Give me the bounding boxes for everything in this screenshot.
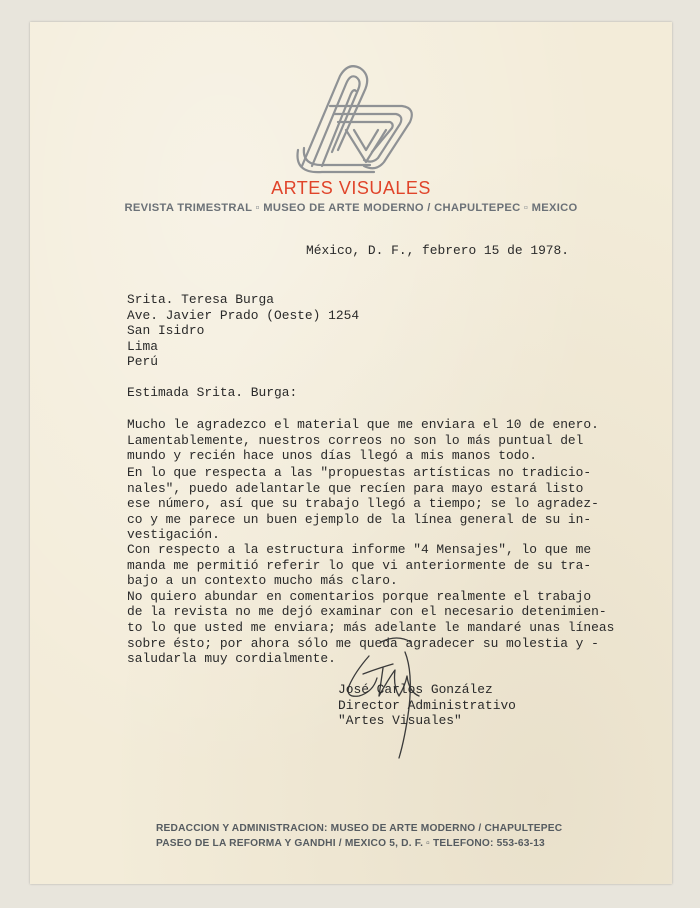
artes-visuales-logo <box>284 54 420 176</box>
footer-line: PASEO DE LA REFORMA Y GANDHI / MEXICO 5, D. F. ▫ TELEFONO: 553-63-13 <box>156 837 545 849</box>
tagline-museum: MUSEO DE ARTE MODERNO / CHAPULTEPEC <box>263 202 521 214</box>
brand-title: ARTES VISUALES <box>271 178 431 198</box>
address-line: Srita. Teresa Burga <box>127 292 274 307</box>
address-line: Ave. Javier Prado (Oeste) 1254 <box>127 307 360 323</box>
recipient-address <box>127 292 359 370</box>
salutation: Estimada Srita. Burga: <box>127 385 298 400</box>
tagline-country: MEXICO <box>531 202 578 214</box>
text-line: saludarla muy cordialmente. <box>127 651 336 667</box>
text-line: vestigación. <box>127 527 220 543</box>
signature-block <box>338 682 516 729</box>
address-line: San Isidro <box>127 323 205 339</box>
text-line: Con respecto a la estructura informe "4 Mensajes", lo que me <box>127 542 592 557</box>
text-line: Mucho le agradezco el material que me enviara el 10 de enero. <box>127 417 599 432</box>
text-line: manda me permitió referir lo que vi anteriormente de su tra- <box>127 557 592 573</box>
text-line: mundo y recién hace unos días llegó a mis manos todo. <box>127 448 537 464</box>
tagline-publication: REVISTA TRIMESTRAL <box>124 202 253 214</box>
tagline-separator: ▫ <box>255 202 260 214</box>
signer-title: Director Administrativo <box>338 697 516 713</box>
text-line: Lamentablemente, nuestros correos no son lo más puntual del <box>127 432 584 448</box>
text-line: de la revista no me dejó examinar con el necesario detenimien- <box>127 604 607 620</box>
paragraph-2 <box>127 465 599 543</box>
text-line: nales", puedo adelantarle que recíen para mayo estará listo <box>127 480 584 496</box>
text-line: ese número, así que su trabajo llegó a tiempo; se lo agradez- <box>127 496 599 512</box>
letterhead-footer <box>156 822 562 851</box>
text-line: sobre ésto; por ahora sólo me queda agradecer su molestia y - <box>127 635 599 651</box>
letterhead-tagline <box>30 202 672 214</box>
paragraph-1 <box>127 417 599 464</box>
letter-sheet <box>30 22 672 884</box>
letter-date: México, D. F., febrero 15 de 1978. <box>306 243 570 258</box>
text-line: bajo a un contexto mucho más claro. <box>127 573 398 589</box>
text-line: to lo que usted me enviara; más adelante le mandaré unas líneas <box>127 619 615 635</box>
text-line: No quiero abundar en comentarios porque realmente el trabajo <box>127 588 592 604</box>
address-line: Perú <box>127 354 158 370</box>
text-line: co y me parece un buen ejemplo de la línea general de su in- <box>127 511 592 527</box>
address-line: Lima <box>127 338 158 354</box>
signer-organization: "Artes Visuales" <box>338 713 462 729</box>
signer-name: José Carlos González <box>338 682 493 697</box>
text-line: En lo que respecta a las "propuestas artísticas no tradicio- <box>127 465 592 480</box>
tagline-separator: ▫ <box>523 202 529 214</box>
footer-line: REDACCION Y ADMINISTRACION: MUSEO DE ARTE MODERNO / CHAPULTEPEC <box>156 823 563 834</box>
